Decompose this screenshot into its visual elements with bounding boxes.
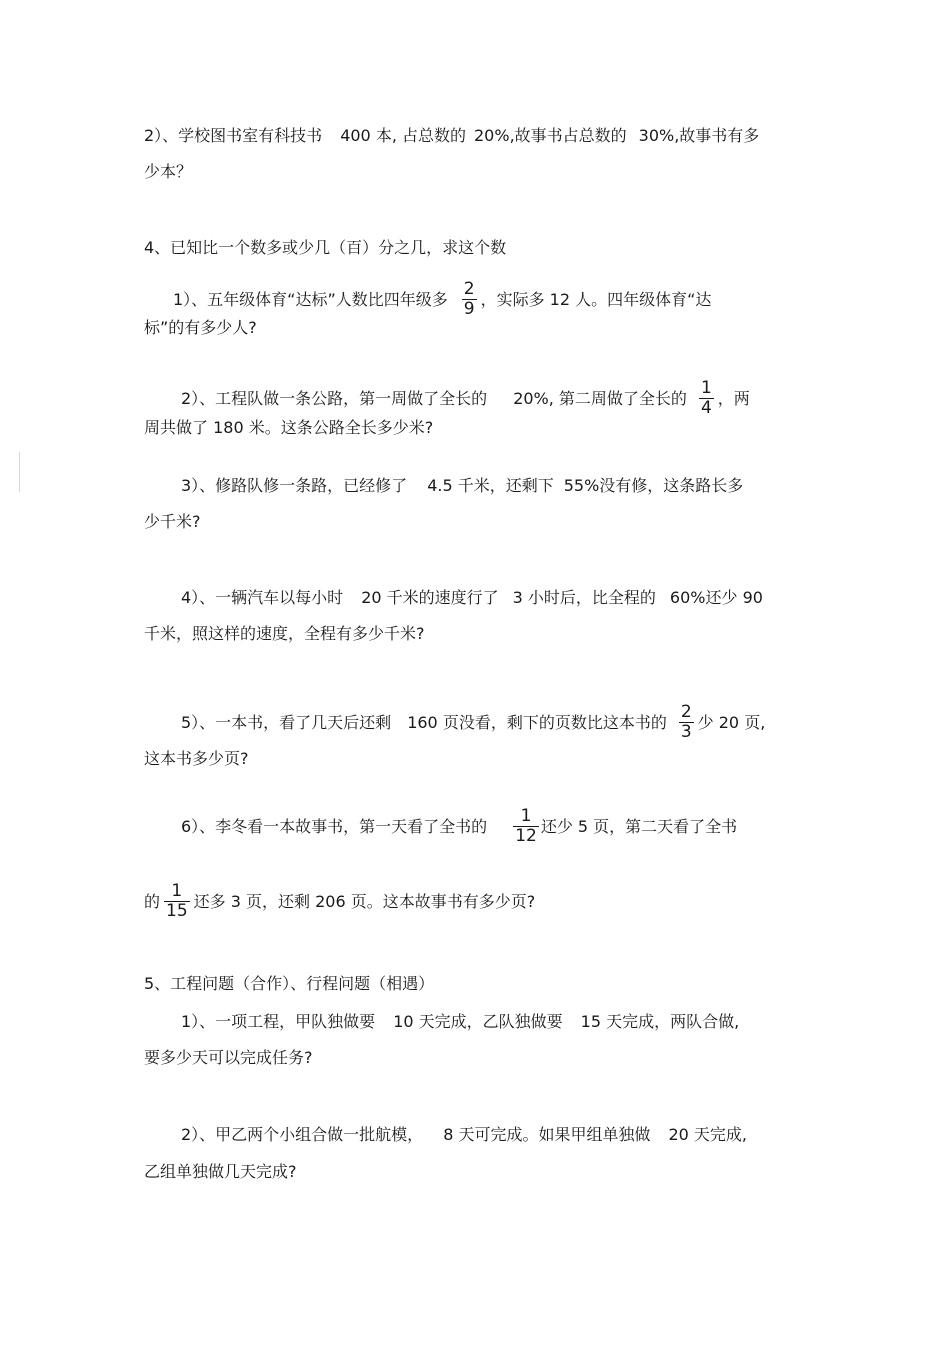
s4-p4-line-2: 千米，照这样的速度，全程有多少千米? bbox=[144, 624, 425, 643]
fraction: $\frac{1}{15}$ bbox=[166, 881, 188, 921]
s4-p5-line-2: 这本书多少页? bbox=[144, 749, 249, 768]
s5-p1-line-1: 1）、一项工程，甲队独做要 10 天完成，乙队独做要 15 天完成，两队合做, bbox=[181, 1012, 740, 1031]
s5-p2-line-2: 乙组单独做几天完成? bbox=[144, 1162, 297, 1181]
s4-p3-line-1: 3）、修路队修一条路，已经修了 4.5 千米，还剩下 55%没有修，这条路长多 bbox=[181, 476, 744, 495]
s4-p6-line-1: 6）、李冬看一本故事书，第一天看了全书的 $\frac{1}{12}$ 还少 5 页，第二天看了全书 bbox=[181, 806, 738, 846]
s4-p4-line-1: 4）、一辆汽车以每小时 20 千米的速度行了 3 小时后，比全程的 60%还少 90 bbox=[181, 588, 763, 607]
s4-p1-line-1: 1）、五年级体育“达标”人数比四年级多 $\frac{2}{9}$ ，实际多 12 人。四年级体育“达 bbox=[173, 279, 712, 319]
q2-line-2: 少本？ bbox=[144, 162, 193, 181]
q2-line-1: 2）、学校图书室有科技书 400 本, 占总数的 20%,故事书占总数的 30%,故事书有多 bbox=[144, 126, 760, 145]
fraction: $\frac{1}{12}$ bbox=[515, 806, 537, 846]
s5-p1-line-2: 要多少天可以完成任务? bbox=[144, 1048, 313, 1067]
s4-p5-line-1: 5）、一本书，看了几天后还剩 160 页没看，剩下的页数比这本书的 $\frac{2}{3}$ 少 20 页, bbox=[181, 702, 766, 742]
fraction: $\frac{1}{4}$ bbox=[700, 378, 712, 418]
scan-edge-mark bbox=[19, 452, 20, 492]
s4-p2-line-1: 2）、工程队做一条公路，第一周做了全长的 20%, 第二周做了全长的 $\frac{1}{4}$ ，两 bbox=[181, 378, 750, 418]
s4-p3-line-2: 少千米? bbox=[144, 512, 201, 531]
section-5-heading: 5、工程问题（合作）、行程问题（相遇） bbox=[144, 974, 435, 993]
s5-p2-line-1: 2）、甲乙两个小组合做一批航模， 8 天可完成。如果甲组单独做 20 天完成, bbox=[181, 1125, 748, 1144]
section-4-heading: 4、已知比一个数多或少几（百）分之几，求这个数 bbox=[144, 238, 507, 257]
s4-p1-line-2: 标”的有多少人? bbox=[144, 318, 257, 337]
s4-p2-line-2: 周共做了 180 米。这条公路全长多少米? bbox=[144, 418, 434, 437]
fraction: $\frac{2}{9}$ bbox=[463, 279, 475, 319]
fraction: $\frac{2}{3}$ bbox=[680, 702, 692, 742]
s4-p6-line-2: 的 $\frac{1}{15}$ 还多 3 页，还剩 206 页。这本故事书有多少页? bbox=[144, 881, 536, 921]
